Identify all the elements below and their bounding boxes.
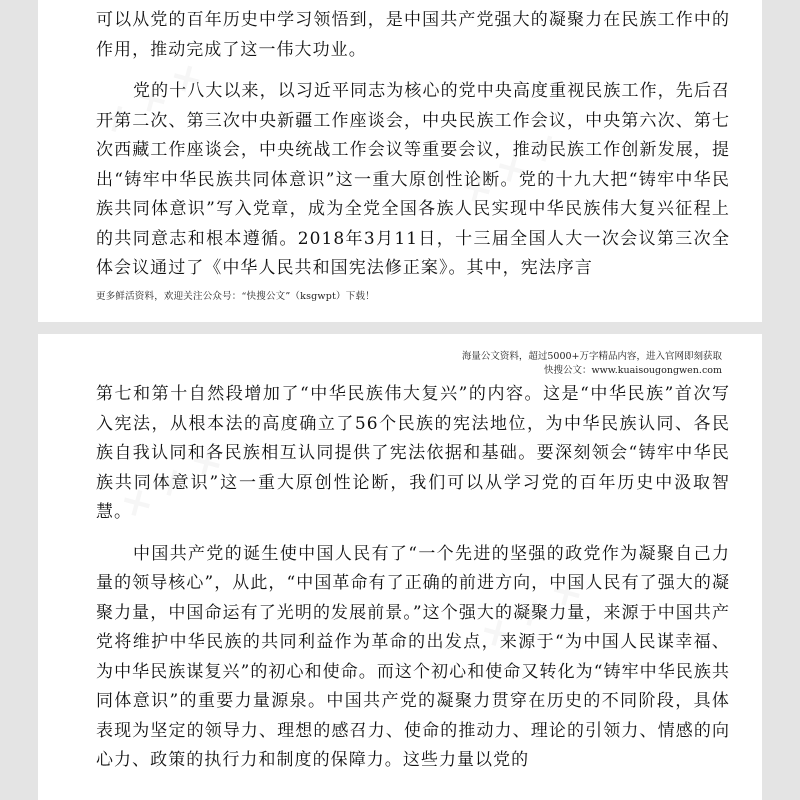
- header-note-line: 海量公文资料，超过5000+万字精品内容，进入官网即刻获取: [461, 351, 722, 362]
- paragraph: 党的十八大以来，以习近平同志为核心的党中央高度重视民族工作，先后召开第二次、第三次中央新疆工作座谈会，中央民族工作会议，中央第六次、第七次西藏工作座谈会，中央统战工作会议等重要会议，推动民族工作创新发展，提出“铸牢中华民族共同体意识”这一重大原创性论断。党的十九大把“铸牢中华民族共同体意识”写入党章，成为全党全国各族人民实现中华民族伟大复兴征程上的共同意志和根本遵循。2018年3月11日，十三届全国人大一次会议第三次全体会议通过了《中华人民共和国宪法修正案》。其中，宪法序言: [96, 81, 730, 278]
- page-footer-note: 更多鲜活资料，欢迎关注公众号：“快搜公文”（ksgwpt）下载！: [96, 291, 375, 302]
- page-text-upper: [96, 6, 730, 284]
- document-page-upper: [38, 0, 762, 322]
- paragraph: 中国共产党的诞生使中国人民有了“一个先进的坚强的政党作为凝聚自己力量的领导核心”，从此，“中国革命有了正确的前进方向，中国人民有了强大的凝聚力量，中国命运有了光明的发展前景。”这个强大的凝聚力量，来源于中国共产党将维护中华民族的共同利益作为革命的出发点，来源于“为中国人民谋幸福、为中华民族谋复兴”的初心和使命。而这个初心和使命又转化为“铸牢中华民族共同体意识”的重要力量源泉。中国共产党的凝聚力贯穿在历史的不同阶段，具体表现为坚定的领导力、理想的感召力、使命的推动力、理论的引领力、情感的向心力、政策的执行力和制度的保障力。这些力量以党的: [96, 543, 730, 770]
- page-separator: [0, 322, 800, 334]
- header-note-line: 快搜公文：www.kuaisougongwen.com: [543, 365, 722, 376]
- page-text-lower: [96, 380, 730, 776]
- document-page-lower: [38, 334, 762, 800]
- page-header-note: [462, 350, 722, 378]
- paragraph: 第七和第十自然段增加了“中华民族伟大复兴”的内容。这是“中华民族”首次写入宪法，从根本法的高度确立了56个民族的宪法地位，为中华民族认同、各民族自我认同和各民族相互认同提供了宪法依据和基础。要深刻领会“铸牢中华民族共同体意识”这一重大原创性论断，我们可以从学习党的百年历史中汲取智慧。: [96, 384, 730, 522]
- paragraph: 可以从党的百年历史中学习领悟到，是中国共产党强大的凝聚力在民族工作中的作用，推动完成了这一伟大功业。: [96, 10, 730, 60]
